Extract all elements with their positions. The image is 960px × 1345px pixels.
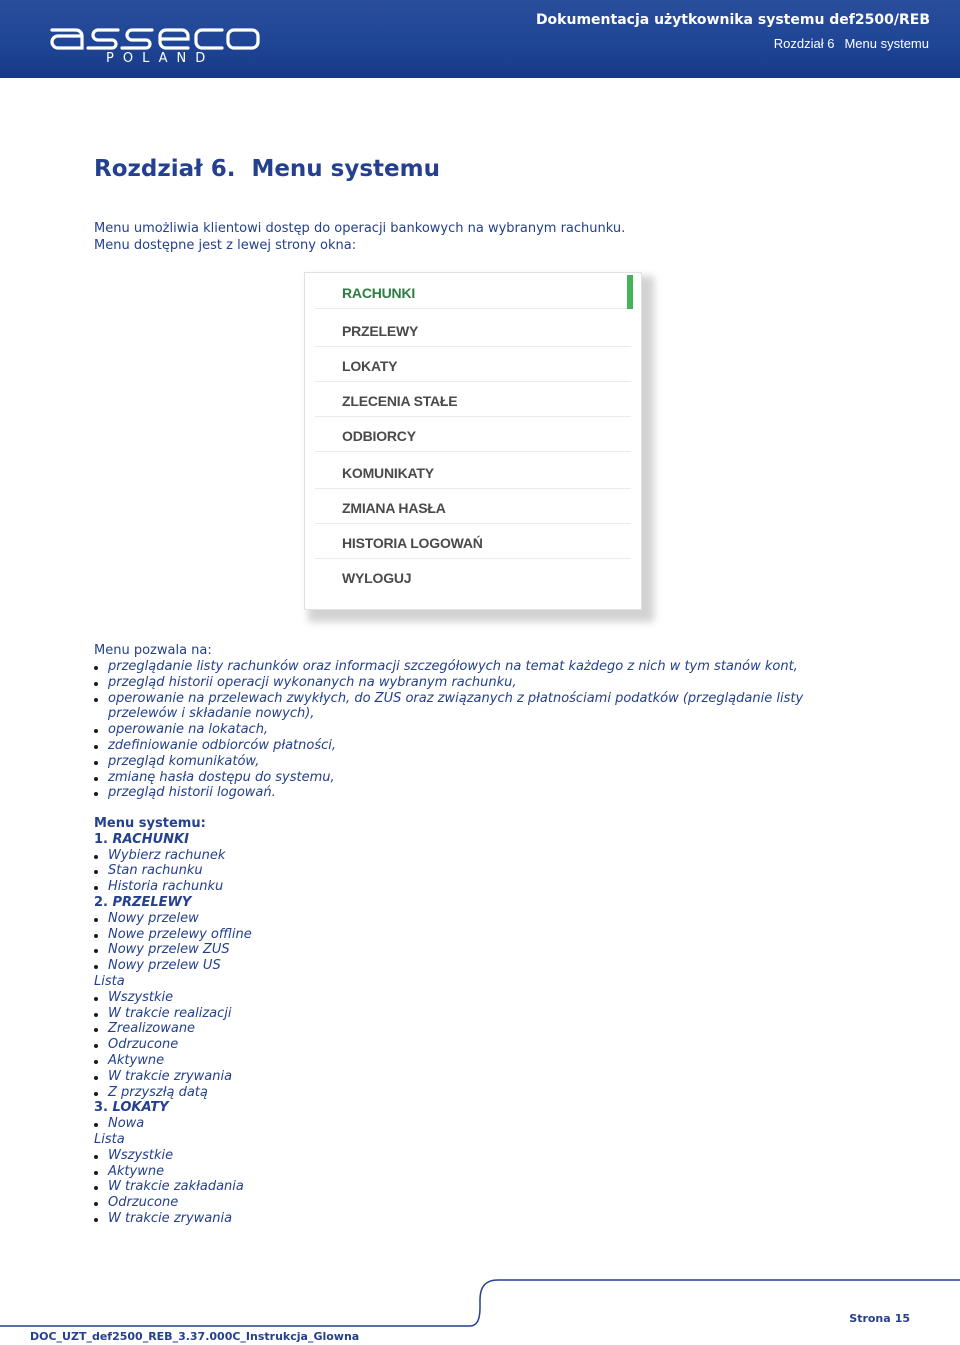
- list-item: Aktywne: [94, 1053, 252, 1069]
- outline-heading: Menu systemu:: [94, 816, 206, 831]
- document-id: DOC_UZT_def2500_REB_3.37.000C_Instrukcja_Glowna: [30, 1330, 360, 1343]
- header-chapter-ref: [774, 36, 929, 51]
- list-item: Zrealizowane: [94, 1021, 252, 1037]
- menu-item-label: KOMUNIKATY: [342, 465, 434, 481]
- section-name: LOKATY: [112, 1100, 169, 1116]
- list-item-continuation: [94, 706, 803, 722]
- menu-outline: [94, 816, 252, 1227]
- list-item: zdefiniowanie odbiorców płatności,: [94, 738, 803, 754]
- group-label: Lista: [94, 973, 125, 989]
- asseco-logo: [48, 20, 262, 68]
- section-name: PRZELEWY: [112, 894, 192, 910]
- group-label: Lista: [94, 1131, 125, 1147]
- section-name: RACHUNKI: [112, 831, 189, 847]
- menu-item-label: RACHUNKI: [342, 285, 416, 301]
- page-label: Strona: [849, 1312, 891, 1325]
- menu-item-label: ZLECENIA STAŁE: [342, 393, 458, 409]
- intro-paragraph: [94, 220, 625, 254]
- list-item: W trakcie zrywania: [94, 1211, 252, 1227]
- list-item: przegląd historii logowań.: [94, 785, 803, 801]
- continuation-text: przelewów i składanie nowych),: [108, 706, 315, 722]
- intro-line: Menu umożliwia klientowi dostęp do operacji bankowych na wybranym rachunku.: [94, 221, 626, 236]
- logo-subtext: POLAND: [106, 51, 215, 66]
- menu-item-wyloguj[interactable]: [315, 560, 631, 594]
- outline-section-rachunki: [94, 832, 252, 848]
- list-item: przegląd komunikatów,: [94, 754, 803, 770]
- menu-item-komunikaty[interactable]: [315, 455, 631, 489]
- outline-section-lokaty: [94, 1100, 252, 1116]
- page-header: [0, 0, 960, 78]
- section-number: 1.: [94, 831, 108, 847]
- list-item: Nowa: [94, 1116, 252, 1132]
- list-item: Stan rachunku: [94, 863, 252, 879]
- menu-item-zlecenia-stale[interactable]: [315, 383, 631, 417]
- document-title: Dokumentacja użytkownika systemu def2500/REB: [535, 12, 930, 28]
- list-item: W trakcie zakładania: [94, 1179, 252, 1195]
- section-number: 3.: [94, 1100, 108, 1116]
- menu-item-label: PRZELEWY: [342, 323, 419, 339]
- menu-item-zmiana-hasla[interactable]: [315, 490, 631, 524]
- section-number: 2.: [94, 894, 108, 910]
- menu-item-label: LOKATY: [342, 358, 398, 374]
- menu-item-label: WYLOGUJ: [342, 570, 412, 586]
- menu-item-przelewy[interactable]: [315, 313, 631, 347]
- outline-section-przelewy: [94, 895, 252, 911]
- menu-item-label: ZMIANA HASŁA: [342, 500, 446, 516]
- list-item: Wszystkie: [94, 990, 252, 1006]
- menu-item-lokaty[interactable]: [315, 348, 631, 382]
- header-chapter-name: Menu systemu: [844, 36, 929, 51]
- list-item: Nowe przelewy offline: [94, 927, 252, 943]
- list-item: przeglądanie listy rachunków oraz informacji szczegółowych na temat każdego z nich w tym stanów kont,: [94, 659, 803, 675]
- header-chapter-number: Rozdział 6: [773, 36, 835, 51]
- list-item: W trakcie realizacji: [94, 1006, 252, 1022]
- page-number-value: 15: [894, 1312, 910, 1325]
- chapter-title: Menu systemu: [251, 156, 440, 182]
- menu-screenshot: [304, 272, 642, 610]
- menu-item-label: HISTORIA LOGOWAŃ: [342, 535, 483, 551]
- menu-item-rachunki[interactable]: [315, 275, 631, 309]
- active-indicator: [627, 275, 633, 309]
- outline-list: [94, 1148, 252, 1227]
- menu-item-historia-logowan[interactable]: [315, 525, 631, 559]
- list-item: Nowy przelew ZUS: [94, 942, 252, 958]
- list-item: zmianę hasła dostępu do systemu,: [94, 770, 803, 786]
- list-item: Historia rachunku: [94, 879, 252, 895]
- capabilities-section: [94, 642, 803, 801]
- list-item: Nowy przelew US: [94, 958, 252, 974]
- outline-list: [94, 911, 252, 974]
- capabilities-list: [94, 659, 803, 801]
- list-item: W trakcie zrywania: [94, 1069, 252, 1085]
- menu-item-label: ODBIORCY: [342, 428, 416, 444]
- asseco-wordmark: [48, 20, 262, 50]
- list-item: Wybierz rachunek: [94, 848, 252, 864]
- list-item: Wszystkie: [94, 1148, 252, 1164]
- outline-list: [94, 1116, 252, 1132]
- page-number: [849, 1312, 910, 1325]
- capabilities-heading: Menu pozwala na:: [94, 643, 212, 658]
- intro-line: Menu dostępne jest z lewej strony okna:: [94, 238, 357, 253]
- list-item: Odrzucone: [94, 1037, 252, 1053]
- list-item: Z przyszłą datą: [94, 1085, 252, 1101]
- list-item: Aktywne: [94, 1164, 252, 1180]
- list-item: przegląd historii operacji wykonanych na wybranym rachunku,: [94, 675, 803, 691]
- list-item: operowanie na przelewach zwykłych, do ZUS oraz związanych z płatnościami podatków (przeglądanie listy: [94, 691, 803, 707]
- outline-list: [94, 848, 252, 895]
- list-item: operowanie na lokatach,: [94, 722, 803, 738]
- list-item: Odrzucone: [94, 1195, 252, 1211]
- list-item: Nowy przelew: [94, 911, 252, 927]
- menu-item-odbiorcy[interactable]: [315, 418, 631, 452]
- chapter-heading: [94, 156, 440, 182]
- outline-list: [94, 990, 252, 1101]
- chapter-number: Rozdział 6.: [94, 156, 236, 182]
